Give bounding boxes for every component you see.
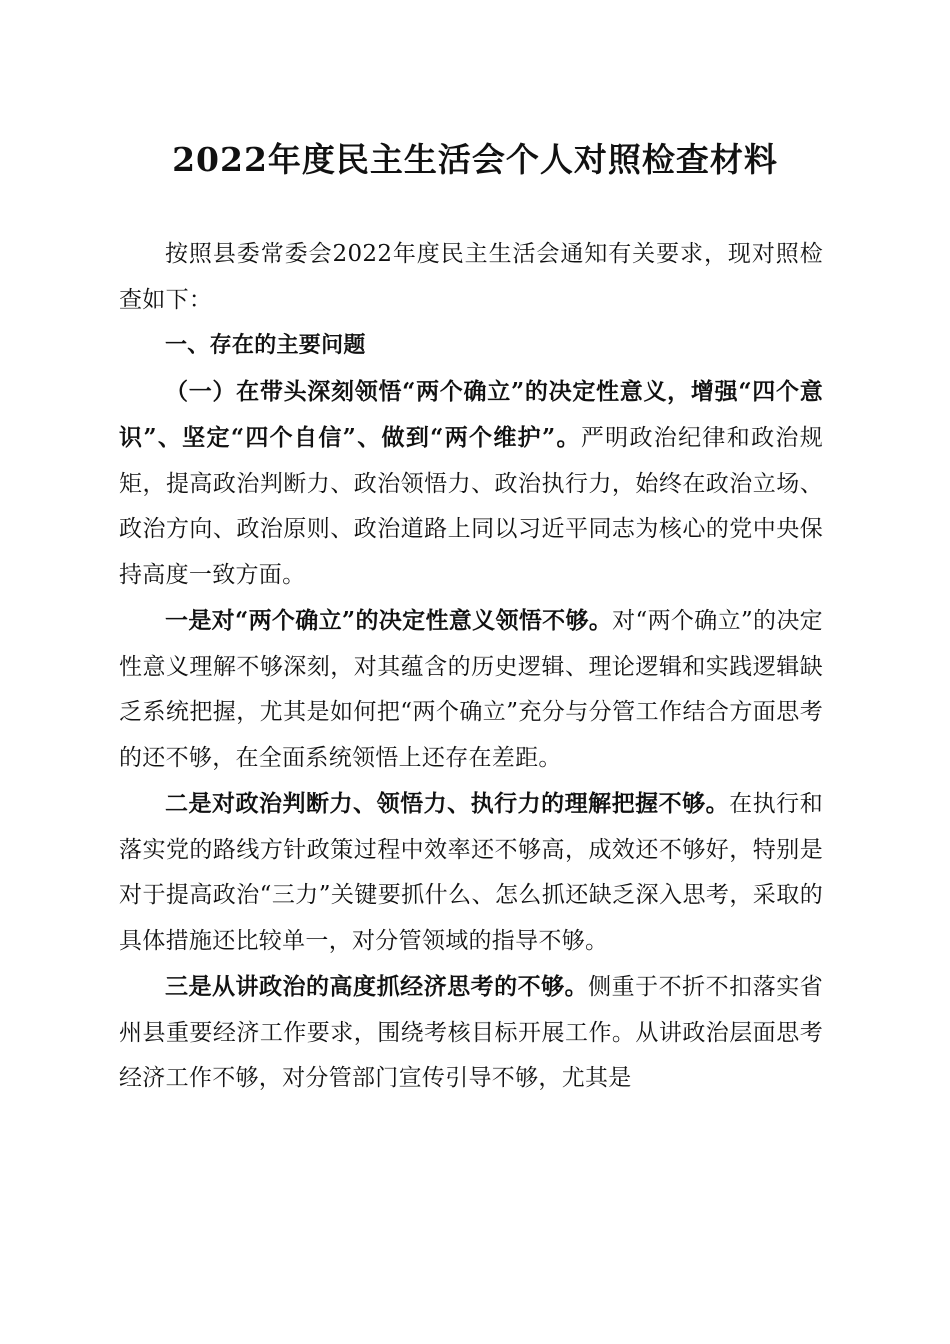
subsection-lead: （一）在带头深刻领悟“两个确立”的决定性意义，增强“四个意识”、坚定“四个自信”、做到“两个维护”。: [119, 377, 823, 451]
point-paragraph-2: [119, 781, 823, 964]
point-lead-3: 三是从讲政治的高度抓经济思考的不够。: [165, 973, 589, 1000]
point-paragraph-3: [119, 964, 823, 1102]
section-heading-text: 一、存在的主要问题: [165, 333, 366, 358]
point-lead-1: 一是对“两个确立”的决定性意义领悟不够。: [165, 607, 613, 634]
subsection-text: 严明政治纪律和政治规矩，提高政治判断力、政治领悟力、政治执行力，始终在政治立场、政治方向、政治原则、政治道路上同以习近平同志为核心的党中央保持高度一致方面。: [119, 425, 824, 588]
point-text-3: 侧重于不折不扣落实省州县重要经济工作要求，围绕考核目标开展工作。从讲政治层面思考经济工作不够，对分管部门宣传引导不够，尤其是: [119, 974, 824, 1091]
document-body: [119, 232, 823, 1102]
document-title: 2022年度民主生活会个人对照检查材料: [172, 140, 778, 179]
subsection-paragraph: [119, 369, 823, 599]
point-paragraph-1: [119, 598, 823, 781]
point-text-2: 在执行和落实党的路线方针政策过程中效率还不够高，成效还不够好，特别是对于提高政治“三力”关键要抓什么、怎么抓还缺乏深入思考，采取的具体措施还比较单一，对分管领域的指导不够。: [119, 791, 823, 954]
point-lead-2: 二是对政治判断力、领悟力、执行力的理解把握不够。: [165, 790, 730, 817]
section-heading: [119, 323, 823, 369]
intro-paragraph: 按照县委常委会2022年度民主生活会通知有关要求，现对照检查如下：: [119, 241, 823, 313]
point-text-1: 对“两个确立”的决定性意义理解不够深刻，对其蕴含的历史逻辑、理论逻辑和实践逻辑缺乏系统把握，尤其是如何把“两个确立”充分与分管工作结合方面思考的还不够，在全面系统领悟上还存在差距。: [119, 608, 823, 771]
